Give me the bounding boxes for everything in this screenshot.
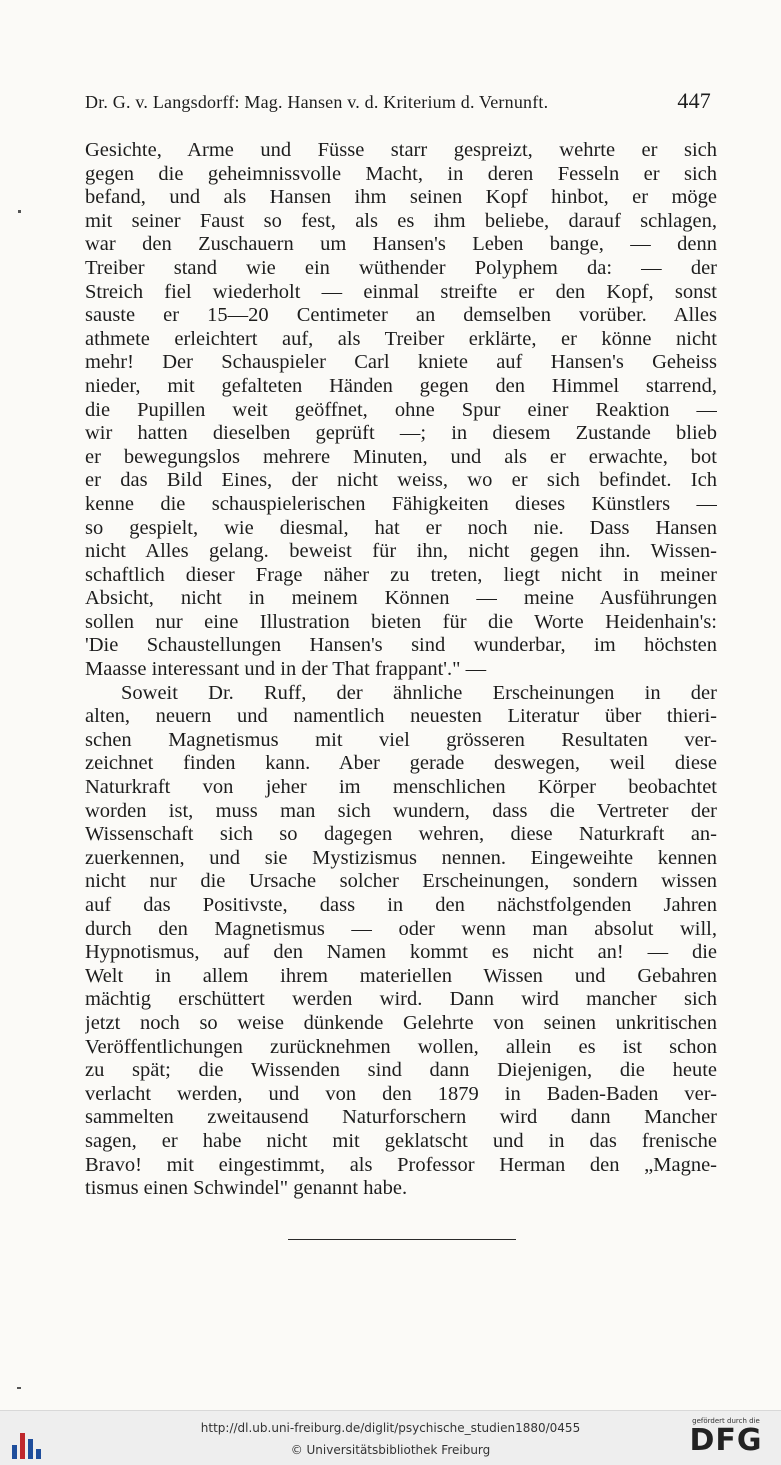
text-line: gegen die geheimnissvolle Macht, in deren Fesseln er sich <box>85 162 717 185</box>
text-line: Maasse interessant und in der That frappant'." — <box>85 658 487 681</box>
section-rule <box>288 1239 516 1240</box>
text-line: befand, und als Hansen ihm seinen Kopf hinbot, er möge <box>85 186 717 209</box>
text-line: worden ist, muss man sich wundern, dass die Vertreter der <box>85 799 717 822</box>
text-line: 'Die Schaustellungen Hansen's sind wunderbar, im höchsten <box>85 634 717 657</box>
text-line: Veröffentlichungen zurücknehmen wollen, allein es ist schon <box>85 1035 717 1058</box>
running-head <box>85 88 711 114</box>
text-line: Welt in allem ihrem materiellen Wissen und Gebahren <box>85 964 717 987</box>
source-url-link[interactable]: http://dl.ub.uni-freiburg.de/diglit/psychische_studien1880/0455 <box>200 1421 581 1435</box>
text-line: sammelten zweitausend Naturforschern wird dann Mancher <box>85 1106 717 1129</box>
text-line: sollen nur eine Illustration bieten für die Worte Heidenhain's: <box>85 610 717 633</box>
text-line: nieder, mit gefalteten Händen gegen den Himmel starrend, <box>85 374 717 397</box>
text-line: Bravo! mit eingestimmt, als Professor Herman den „Magne- <box>85 1153 717 1176</box>
text-line: durch den Magnetismus — oder wenn man absolut will, <box>85 917 717 940</box>
running-title: Dr. G. v. Langsdorff: Mag. Hansen v. d. Kriterium d. Vernunft. <box>85 92 549 112</box>
margin-mark <box>17 1387 21 1389</box>
text-line: die Pupillen weit geöffnet, ohne Spur einer Reaktion — <box>85 398 717 421</box>
text-line: nicht Alles gelang. beweist für ihn, nicht gegen ihn. Wissen- <box>85 540 717 563</box>
text-line: jetzt noch so weise dünkende Gelehrte von seinen unkritischen <box>85 1011 717 1034</box>
text-line: sagen, er habe nicht mit geklatscht und in das frenische <box>85 1129 717 1152</box>
text-line: er bewegungslos mehrere Minuten, und als er erwachte, bot <box>85 445 717 468</box>
text-line: Naturkraft von jeher im menschlichen Körper beobachtet <box>85 776 717 799</box>
text-line: zeichnet finden kann. Aber gerade deswegen, weil diese <box>85 752 717 775</box>
text-line: schaftlich dieser Frage näher zu treten, liegt nicht in meiner <box>85 563 717 586</box>
page-number: 447 <box>677 88 711 113</box>
text-line: Gesichte, Arme und Füsse starr gespreizt, wehrte er sich <box>85 139 717 161</box>
text-line: war den Zuschauern um Hansen's Leben bange, — denn <box>85 233 717 256</box>
text-line: Soweit Dr. Ruff, der ähnliche Erscheinungen in der <box>121 681 717 704</box>
text-line: kenne die schauspielerischen Fähigkeiten dieses Künstlers — <box>85 492 717 515</box>
text-line: tismus einen Schwindel" genannt habe. <box>85 1177 408 1200</box>
body-text <box>85 139 717 1201</box>
text-line: athmete erleichtert auf, als Treiber erklärte, er könne nicht <box>85 327 717 350</box>
text-line: sauste er 15—20 Centimeter an demselben vorüber. Alles <box>85 304 717 327</box>
text-line: nicht nur die Ursache solcher Erscheinungen, sondern wissen <box>85 870 717 893</box>
text-line: Wissenschaft sich so dagegen wehren, diese Naturkraft an- <box>85 823 717 846</box>
text-line: zuerkennen, und sie Mystizismus nennen. Eingeweihte kennen <box>85 846 717 869</box>
text-line: mächtig erschüttert werden wird. Dann wird mancher sich <box>85 988 717 1011</box>
copyright-text: © Universitätsbibliothek Freiburg <box>290 1443 491 1457</box>
text-line: Hypnotismus, auf den Namen kommt es nicht an! — die <box>85 941 717 964</box>
text-line: auf das Positivste, dass in den nächstfolgenden Jahren <box>85 894 717 916</box>
dfg-wordmark: DFG <box>689 1423 763 1458</box>
text-line: Treiber stand wie ein wüthender Polyphem da: — der <box>85 256 717 279</box>
margin-mark <box>18 210 21 213</box>
dfg-tagline: gefördert durch die <box>692 1417 760 1425</box>
text-line: schen Magnetismus mit viel grösseren Resultaten ver- <box>85 728 717 751</box>
dfg-logo <box>681 1417 771 1461</box>
text-line: Streich fiel wiederholt — einmal streifte er den Kopf, sonst <box>85 280 717 303</box>
text-line: Absicht, nicht in meinem Können — meine Ausführungen <box>85 587 717 610</box>
text-line: mehr! Der Schauspieler Carl kniete auf Hansen's Geheiss <box>85 351 717 374</box>
text-line: so gespielt, wie diesmal, hat er noch nie. Dass Hansen <box>85 516 717 539</box>
text-line: alten, neuern und namentlich neuesten Literatur über thieri- <box>85 705 717 728</box>
viewer-footer <box>0 1410 781 1465</box>
text-line: zu spät; die Wissenden sind dann Diejenigen, die heute <box>85 1059 717 1082</box>
text-line: verlacht werden, und von den 1879 in Baden-Baden ver- <box>85 1082 717 1105</box>
text-line: mit seiner Faust so fest, als es ihm beliebe, darauf schlagen, <box>85 209 717 232</box>
text-line: wir hatten dieselben geprüft —; in diesem Zustande blieb <box>85 422 717 445</box>
text-line: er das Bild Eines, der nicht weiss, wo er sich befindet. Ich <box>85 469 717 492</box>
